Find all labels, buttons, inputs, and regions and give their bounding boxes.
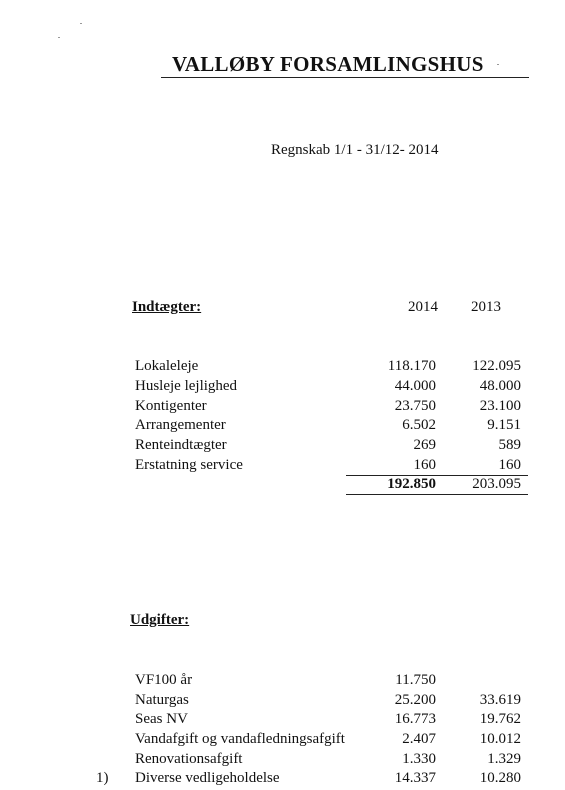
expense-row [0, 770, 565, 790]
title-underline [161, 77, 529, 78]
value-2013: 10.280 [479, 770, 521, 786]
value-2014: 118.170 [387, 358, 436, 374]
value-2014: 23.750 [394, 398, 436, 414]
row-label: Naturgas [135, 692, 189, 708]
row-label: Renovationsafgift [135, 751, 243, 767]
value-2013: 9.151 [487, 417, 521, 433]
row-label: Husleje lejlighed [135, 378, 238, 394]
row-label: VF100 år [135, 672, 193, 688]
income-row [0, 358, 565, 378]
scan-speck [497, 64, 499, 65]
income-row [0, 437, 565, 457]
value-2014: 16.773 [394, 711, 436, 727]
value-2014: 6.502 [402, 417, 436, 433]
income-row [0, 457, 565, 477]
income-row [0, 378, 565, 398]
year-header-2014: 2014 [408, 299, 438, 315]
row-label: Lokaleleje [135, 358, 199, 374]
value-2013: 48.000 [479, 378, 521, 394]
scan-speck [80, 23, 82, 24]
row-label: Renteindtægter [135, 437, 227, 453]
scan-speck [58, 37, 60, 38]
value-2014: 14.337 [394, 770, 436, 786]
value-2014: 11.750 [395, 672, 436, 688]
value-2013: 160 [498, 457, 521, 473]
value-2013: 23.100 [479, 398, 521, 414]
expense-row [0, 751, 565, 771]
row-label: Seas NV [135, 711, 188, 727]
value-2013: 1.329 [487, 751, 521, 767]
value-2013: 19.762 [479, 711, 521, 727]
value-2014: 44.000 [394, 378, 436, 394]
value-2013: 33.619 [479, 692, 521, 708]
income-total-row [0, 476, 565, 496]
footnote-marker: 1) [96, 770, 109, 786]
value-2014: 25.200 [394, 692, 436, 708]
value-2013: 122.095 [472, 358, 521, 374]
row-label: Arrangementer [135, 417, 226, 433]
row-label: Vandafgift og vandafledningsafgift [135, 731, 345, 747]
year-header-2013: 2013 [471, 299, 501, 315]
total-2014: 192.850 [387, 476, 436, 492]
value-2014: 160 [413, 457, 436, 473]
total-2013: 203.095 [472, 476, 521, 492]
row-label: Kontigenter [135, 398, 207, 414]
income-row [0, 417, 565, 437]
row-label: Erstatning service [135, 457, 243, 473]
expenses-heading: Udgifter: [130, 612, 190, 628]
sum-rule-bottom [346, 494, 528, 495]
row-label: Diverse vedligeholdelse [135, 770, 280, 786]
period-subtitle: Regnskab 1/1 - 31/12- 2014 [271, 142, 439, 158]
value-2013: 10.012 [479, 731, 521, 747]
income-row [0, 398, 565, 418]
document-title: VALLØBY FORSAMLINGSHUS [172, 52, 484, 76]
expense-row [0, 731, 565, 751]
expense-row [0, 692, 565, 712]
value-2014: 1.330 [402, 751, 436, 767]
expense-row [0, 672, 565, 692]
income-heading: Indtægter: [132, 299, 202, 315]
value-2013: 589 [498, 437, 521, 453]
expense-row [0, 711, 565, 731]
value-2014: 2.407 [402, 731, 436, 747]
value-2014: 269 [413, 437, 436, 453]
